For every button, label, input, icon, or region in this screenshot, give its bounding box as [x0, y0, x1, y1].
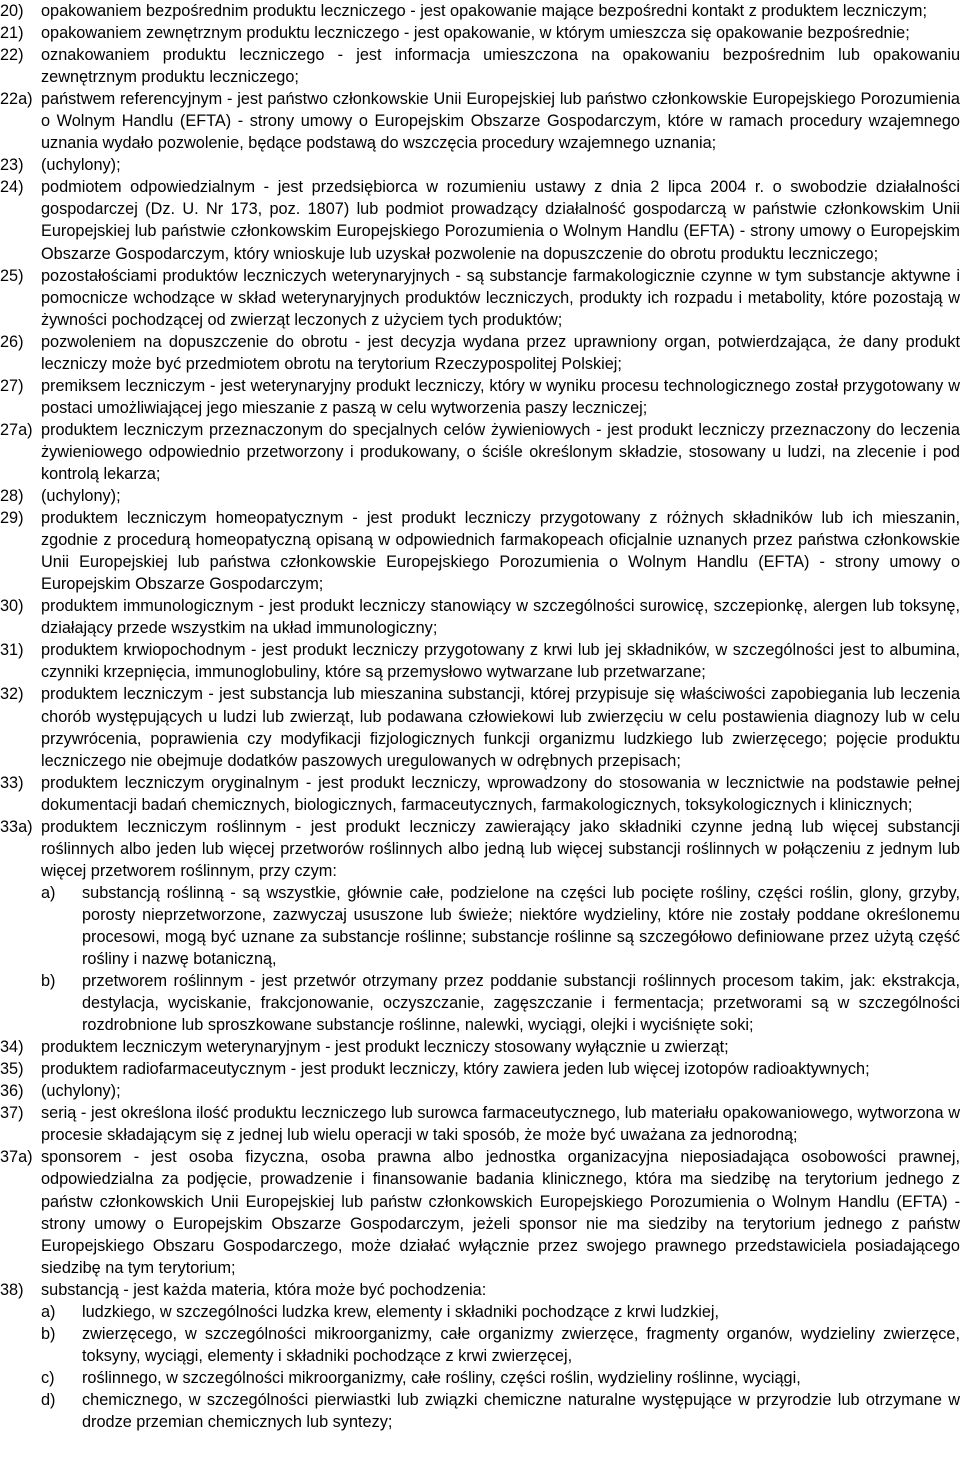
item-text: pozwoleniem na dopuszczenie do obrotu - jest decyzja wydana przez uprawniony organ, potwierdzająca, że dany produkt leczniczy może być przedmiotem obrotu na terytorium Rzeczypospolitej Polskiej; — [41, 332, 960, 373]
list-item — [0, 772, 960, 816]
list-item — [0, 419, 960, 485]
item-number: 23) — [0, 156, 24, 175]
item-number: 36) — [0, 1082, 24, 1101]
item-text: premiksem leczniczym - jest weterynaryjny produkt leczniczy, który w wyniku procesu technologicznego został przygotowany w postaci umożliwiającej jego mieszanie z paszą w celu wytworzenia paszy leczniczej; — [41, 376, 960, 417]
sub-item-text: ludzkiego, w szczególności ludzka krew, elementy i składniki pochodzące z krwi ludzkiej, — [82, 1302, 720, 1321]
item-text: produktem leczniczym homeopatycznym - jest produkt leczniczy przygotowany z różnych składników lub ich mieszanin, zgodnie z procedurą homeopatyczną opisaną w odpowiednich farmakopeach oficjalnie uznanych przez państwa członkowskie Unii Europejskiej lub państwa członkowskie Europejskiego Porozumienia o Wolnym Handlu (EFTA) - strony umowy o Europejskim Obszarze Gospodarczym; — [41, 509, 960, 594]
item-text: produktem leczniczym weterynaryjnym - jest produkt leczniczy stosowany wyłącznie u zwierząt; — [41, 1038, 729, 1057]
item-number: 25) — [0, 266, 24, 285]
sub-item-text: substancją roślinną - są wszystkie, głównie całe, podzielone na części lub pocięte rośliny, części roślin, glony, grzyby, porosty nieprzetworzone, zazwyczaj ususzone lub świeże; niektóre wydzieliny, które nie zostały poddane określonemu procesowi, mogą być uznane za substancje roślinne; substancje roślinne są szczegółowo definiowane przez użytą część rośliny i nazwę botaniczną, — [82, 883, 960, 969]
list-item — [0, 1058, 960, 1080]
sub-item-letter: a) — [41, 883, 56, 902]
item-text: pozostałościami produktów leczniczych weterynaryjnych - są substancje farmakologicznie czynne w tym substancje aktywne i pomocnicze wchodzące w skład weterynaryjnych produktów leczniczych, produkty ich rozpadu i metabolity, które pozostają w żywności pochodzącej od zwierząt leczonych z użyciem tych produktów; — [41, 266, 960, 329]
item-number: 29) — [0, 509, 24, 528]
item-text: serią - jest określona ilość produktu leczniczego lub surowca farmaceutycznego, lub materiału opakowaniowego, wytworzona w procesie składającym się z jednej lub wielu operacji w taki sposób, że może być uważana za jednorodną; — [41, 1104, 960, 1145]
item-number: 35) — [0, 1060, 24, 1079]
item-text: sponsorem - jest osoba fizyczna, osoba prawna albo jednostka organizacyjna nieposiadająca osobowości prawnej, odpowiedzialna za podjęcie, prowadzenie i finansowanie badania klinicznego, która ma siedzibę na terytorium jednego z państw członkowskich Unii Europejskiej lub państw członkowskich Europejskiego Porozumienia o Wolnym Handlu (EFTA) - strony umowy o Europejskim Obszarze Gospodarczym, jeżeli sponsor nie ma siedziby na terytorium jednego z państw Europejskiego Obszaru Gospodarczego, może działać wyłącznie przez swojego prawnego przedstawiciela posiadającego siedzibę na tym terytorium; — [41, 1148, 960, 1277]
item-text: opakowaniem zewnętrznym produktu leczniczego - jest opakowanie, w którym umieszcza się opakowanie bezpośrednie; — [41, 24, 910, 43]
item-text: (uchylony); — [41, 487, 121, 506]
list-item — [0, 816, 960, 1036]
list-item — [0, 595, 960, 639]
item-text: substancją - jest każda materia, która może być pochodzenia: — [41, 1280, 487, 1299]
item-number: 20) — [0, 2, 24, 20]
sub-item-letter: b) — [41, 1324, 56, 1343]
item-text: produktem krwiopochodnym - jest produkt leczniczy przygotowany z krwi lub jej składników, w szczególności jest to albumina, czynniki krzepnięcia, immunoglobuliny, które są przemysłowo wytwarzane lub przetwarzane; — [41, 641, 960, 682]
list-item — [0, 1146, 960, 1278]
item-number: 37a) — [0, 1148, 33, 1167]
item-text: produktem leczniczym - jest substancja lub mieszanina substancji, której przypisuje się właściwości zapobiegania lub leczenia chorób występujących u ludzi lub zwierząt, lub podawana człowiekowi lub zwierzęciu w celu postawienia diagnozy lub w celu przywrócenia, poprawienia czy modyfikacji fizjologicznych funkcji organizmu ludzkiego lub zwierzęcego; pojęcie produktu leczniczego nie obejmuje dodatków paszowych uregulowanych w odrębnych przepisach; — [41, 685, 960, 770]
item-text: (uchylony); — [41, 156, 121, 175]
item-number: 32) — [0, 685, 24, 704]
item-text: produktem leczniczym przeznaczonym do specjalnych celów żywieniowych - jest produkt leczniczy przeznaczony do leczenia żywieniowego odpowiednio przetworzony i produkowany, o ściśle określonym składzie, stosowany u ludzi, na zlecenie i pod kontrolą lekarza; — [41, 420, 960, 483]
sub-item-text: chemicznego, w szczególności pierwiastki lub związki chemiczne naturalne występujące w przyrodzie lub otrzymane w drodze przemian chemicznych lub syntezy; — [82, 1390, 960, 1431]
item-text: podmiotem odpowiedzialnym - jest przedsiębiorca w rozumieniu ustawy z dnia 2 lipca 2004 r. o swobodzie działalności gospodarczej (Dz. U. Nr 173, poz. 1807) lub podmiot prowadzący działalność gospodarczą w państwie członkowskim Unii Europejskiej lub państwie członkowskim Europejskiego Porozumienia o Wolnym Handlu (EFTA) - strony umowy o Europejskim Obszarze Gospodarczym, który wnioskuje lub uzyskał pozwolenie na dopuszczenie do obrotu produktu leczniczego; — [41, 178, 960, 263]
sub-item-text: zwierzęcego, w szczególności mikroorganizmy, całe organizmy zwierzęce, fragmenty organów, wydzieliny zwierzęce, toksyny, wyciągi, elementy i składniki pochodzące z krwi zwierzęcej, — [82, 1324, 960, 1365]
sub-item — [41, 970, 960, 1036]
sub-item-letter: b) — [41, 972, 56, 991]
item-text: produktem leczniczym roślinnym - jest produkt leczniczy zawierający jako składniki czynne jedną lub więcej substancji roślinnych albo jeden lub więcej przetworów roślinnych albo jedną lub więcej substancji roślinnych w połączeniu z jednym lub więcej przetworem roślinnym, przy czym: — [41, 817, 960, 880]
list-item — [0, 1102, 960, 1146]
item-number: 37) — [0, 1104, 24, 1123]
item-number: 28) — [0, 487, 24, 506]
item-number: 33a) — [0, 817, 33, 836]
list-item — [0, 265, 960, 331]
list-item — [0, 331, 960, 375]
sub-item-letter: d) — [41, 1390, 56, 1409]
list-item — [0, 683, 960, 771]
item-number: 34) — [0, 1038, 24, 1057]
item-number: 30) — [0, 597, 24, 616]
sub-item — [41, 1367, 960, 1389]
list-item — [0, 154, 960, 176]
item-number: 26) — [0, 332, 24, 351]
list-item — [0, 1080, 960, 1102]
item-text: produktem leczniczym oryginalnym - jest produkt leczniczy, wprowadzony do stosowania w lecznictwie na podstawie pełnej dokumentacji badań chemicznych, biologicznych, farmaceutycznych, farmakologicznych, toksykologicznych i klinicznych; — [41, 773, 960, 814]
list-item — [0, 485, 960, 507]
list-item — [0, 507, 960, 595]
sub-item — [41, 882, 960, 970]
sub-item-letter: c) — [41, 1368, 55, 1387]
list-item — [0, 88, 960, 154]
item-text: państwem referencyjnym - jest państwo członkowskie Unii Europejskiej lub państwo członkowskie Europejskiego Porozumienia o Wolnym Handlu (EFTA) - strony umowy o Europejskim Obszarze Gospodarczym, które w ramach procedury wzajemnego uznania wydało pozwolenie, będące podstawą do wszczęcia procedury wzajemnego uznania; — [41, 90, 960, 153]
list-item — [0, 1279, 960, 1433]
list-item — [0, 22, 960, 44]
item-number: 22) — [0, 46, 24, 65]
item-number: 22a) — [0, 90, 33, 109]
list-item — [0, 1036, 960, 1058]
list-item — [0, 375, 960, 419]
sub-item-text: przetworem roślinnym - jest przetwór otrzymany przez poddanie substancji roślinnych procesom takim, jak: ekstrakcja, destylacja, wyciskanie, frakcjonowanie, oczyszczanie, zagęszczanie i fermentacja; przetworami są w szczególności rozdrobnione lub sproszkowane substancje roślinne, nalewki, wyciągi, olejki i wyciśnięte soki; — [82, 972, 960, 1035]
item-text: (uchylony); — [41, 1082, 121, 1101]
list-item — [0, 639, 960, 683]
item-number: 27a) — [0, 420, 33, 439]
item-number: 21) — [0, 24, 24, 43]
item-text: opakowaniem bezpośrednim produktu leczniczego - jest opakowanie mające bezpośredni kontakt z produktem leczniczym; — [41, 2, 927, 20]
item-number: 31) — [0, 641, 24, 660]
item-number: 33) — [0, 773, 24, 792]
sub-item — [41, 1301, 960, 1323]
item-text: oznakowaniem produktu leczniczego - jest informacja umieszczona na opakowaniu bezpośrednim lub opakowaniu zewnętrznym produktu leczniczego; — [41, 46, 960, 87]
sub-item — [41, 1323, 960, 1367]
item-text: produktem radiofarmaceutycznym - jest produkt leczniczy, który zawiera jeden lub więcej izotopów radioaktywnych; — [41, 1060, 870, 1079]
list-item — [0, 176, 960, 264]
item-text: produktem immunologicznym - jest produkt leczniczy stanowiący w szczególności surowicę, szczepionkę, alergen lub toksynę, działający przede wszystkim na układ immunologiczny; — [41, 597, 960, 638]
sub-item-text: roślinnego, w szczególności mikroorganizmy, całe rośliny, części roślin, wydzieliny roślinne, wyciągi, — [82, 1368, 801, 1387]
list-item — [0, 0, 960, 22]
item-number: 24) — [0, 178, 24, 197]
sub-item-letter: a) — [41, 1302, 56, 1321]
list-item — [0, 44, 960, 88]
sub-item — [41, 1389, 960, 1433]
item-number: 38) — [0, 1280, 24, 1299]
item-number: 27) — [0, 376, 24, 395]
